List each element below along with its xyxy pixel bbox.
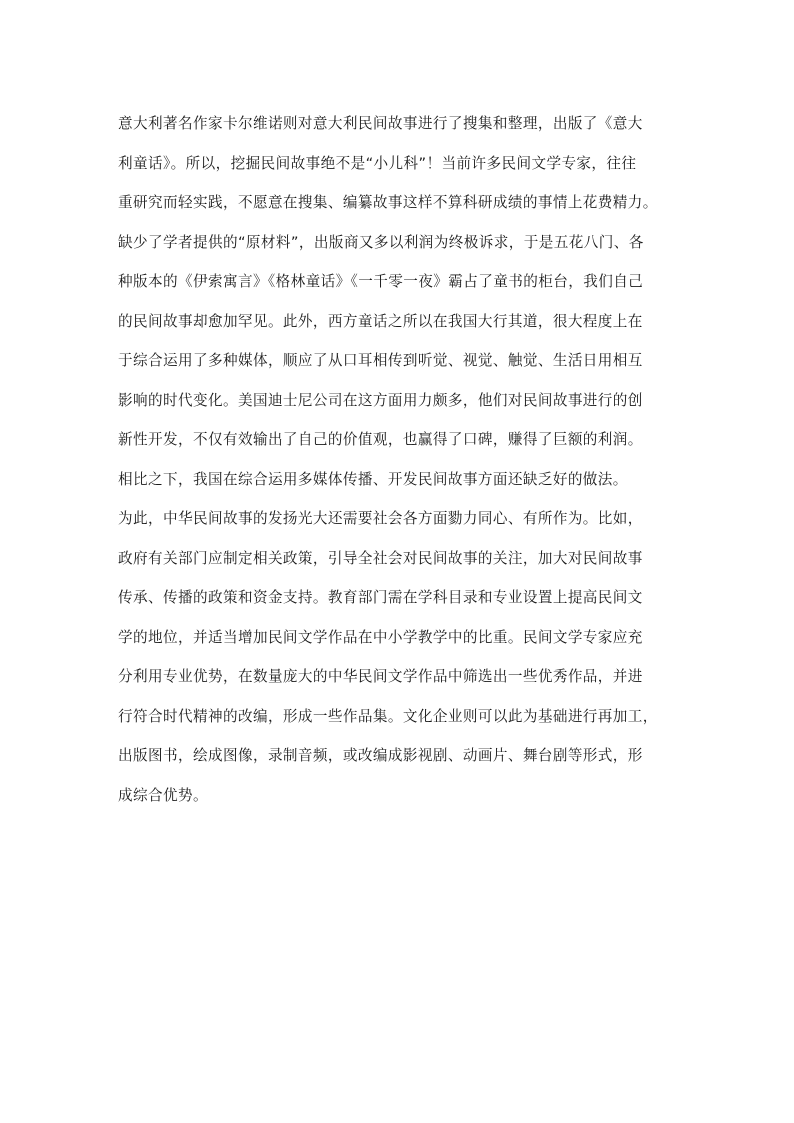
text-line: 行符合时代精神的改编，形成一些作品集。文化企业则可以此为基础进行再加工， [118, 707, 658, 725]
text-line: 为此，中华民间故事的发扬光大还需要社会各方面勠力同心、有所作为。比如， [118, 510, 643, 527]
text-line: 分利用专业优势，在数量庞大的中华民间文学作品中筛选出一些优秀作品，并进 [118, 668, 643, 685]
text-line: 出版图书，绘成图像，录制音频，或改编成影视剧、动画片、舞台剧等形式，形 [118, 747, 643, 764]
text-line: 成综合优势。 [118, 786, 208, 804]
text-line: 种版本的《伊索寓言》《格林童话》《一千零一夜》霸占了童书的柜台，我们自己 [118, 273, 644, 290]
text-line: 相比之下，我国在综合运用多媒体传播、开发民间故事方面还缺乏好的做法。 [118, 470, 628, 488]
text-line: 影响的时代变化。美国迪士尼公司在这方面用力颇多，他们对民间故事进行的创 [118, 391, 643, 409]
text-line: 学的地位，并适当增加民间文学作品在中小学教学中的比重。民间文学专家应充 [118, 628, 643, 646]
text-line: 传承、传播的政策和资金支持。教育部门需在学科目录和专业设置上提高民间文 [118, 589, 643, 606]
text-line: 缺少了学者提供的“原材料”，出版商又多以利润为终极诉求，于是五花八门、各 [118, 233, 644, 251]
text-line: 重研究而轻实践，不愿意在搜集、编纂故事这样不算科研成绩的事情上花费精力。 [118, 194, 658, 211]
text-line: 政府有关部门应制定相关政策，引导全社会对民间故事的关注，加大对民间故事 [118, 549, 643, 567]
text-line: 的民间故事却愈加罕见。此外，西方童话之所以在我国大行其道，很大程度上在 [118, 312, 643, 330]
body-text [118, 104, 678, 815]
text-line: 新性开发，不仅有效输出了自己的价值观，也赢得了口碑，赚得了巨额的利润。 [118, 431, 643, 448]
text-line: 意大利著名作家卡尔维诺则对意大利民间故事进行了搜集和整理，出版了《意大 [118, 115, 643, 132]
text-line: 利童话》。所以，挖掘民间故事绝不是“小儿科”！当前许多民间文学专家，往往 [118, 154, 637, 172]
text-line: 于综合运用了多种媒体，顺应了从口耳相传到听觉、视觉、触觉、生活日用相互 [118, 352, 643, 369]
